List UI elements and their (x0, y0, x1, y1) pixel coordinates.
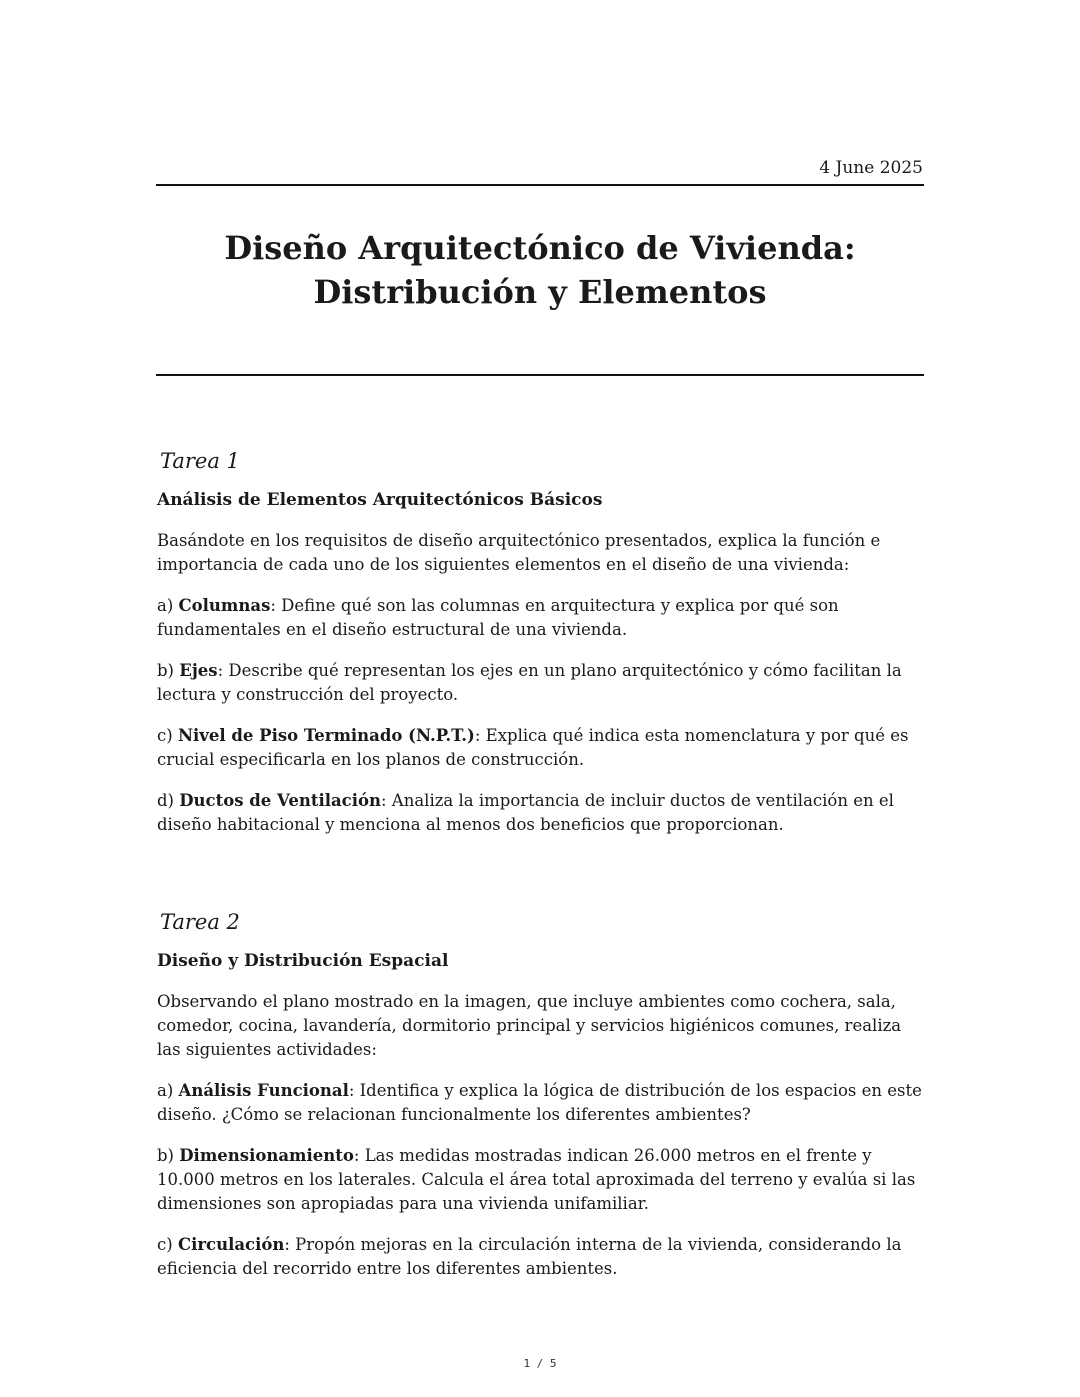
task-item: b) Dimensionamiento: Las medidas mostradas indican 26.000 metros en el frente y 10.000 metros en los laterales. Calcula el área total aproximada del terreno y evalúa si las dimensiones son apropiadas para una vivienda unifamiliar. (157, 1146, 916, 1213)
task-2-section (157, 907, 927, 1281)
item-term: Ejes (179, 661, 218, 680)
title-line-2: Distribución y Elementos (313, 273, 767, 311)
item-term: Nivel de Piso Terminado (N.P.T.) (177, 726, 475, 745)
task-subtitle: Diseño y Distribución Espacial (157, 951, 449, 971)
item-term: Análisis Funcional (178, 1081, 349, 1100)
title-divider (156, 374, 924, 376)
item-term: Circulación (177, 1235, 285, 1254)
item-term: Columnas (178, 596, 271, 615)
task-intro: Basándote en los requisitos de diseño arquitectónico presentados, explica la función e importancia de cada uno de los siguientes elementos en el diseño de una vivienda: (157, 531, 881, 574)
task-item: b) Ejes: Describe qué representan los ejes en un plano arquitectónico y cómo facilitan la lectura y construcción del proyecto. (157, 661, 902, 704)
task-1-section (157, 446, 927, 837)
task-item: a) Análisis Funcional: Identifica y explica la lógica de distribución de los espacios en este diseño. ¿Cómo se relacionan funcionalmente los diferentes ambientes? (157, 1081, 922, 1124)
item-term: Dimensionamiento (179, 1146, 354, 1165)
document-title (156, 226, 924, 314)
task-item: c) Circulación: Propón mejoras en la circulación interna de la vivienda, considerando la eficiencia del recorrido entre los diferentes ambientes. (157, 1235, 902, 1278)
page-number: 1 / 5 (523, 1357, 557, 1370)
task-item: c) Nivel de Piso Terminado (N.P.T.): Explica qué indica esta nomenclatura y por qué es crucial especificarla en los planos de construcción. (157, 726, 909, 769)
task-heading: Tarea 1 (160, 449, 240, 473)
header-divider (156, 184, 924, 186)
document-date: 4 June 2025 (819, 158, 923, 178)
task-item: d) Ductos de Ventilación: Analiza la importancia de incluir ductos de ventilación en el diseño habitacional y menciona al menos dos beneficios que proporcionan. (157, 791, 894, 834)
task-item: a) Columnas: Define qué son las columnas en arquitectura y explica por qué son fundamentales en el diseño estructural de una vivienda. (157, 596, 839, 639)
task-intro: Observando el plano mostrado en la imagen, que incluye ambientes como cochera, sala, comedor, cocina, lavandería, dormitorio principal y servicios higiénicos comunes, realiza las siguientes actividades: (157, 992, 902, 1059)
task-subtitle: Análisis de Elementos Arquitectónicos Básicos (157, 490, 603, 510)
task-heading: Tarea 2 (160, 910, 240, 934)
item-term: Ductos de Ventilación (179, 791, 381, 810)
title-line-1: Diseño Arquitectónico de Vivienda: (224, 229, 856, 267)
